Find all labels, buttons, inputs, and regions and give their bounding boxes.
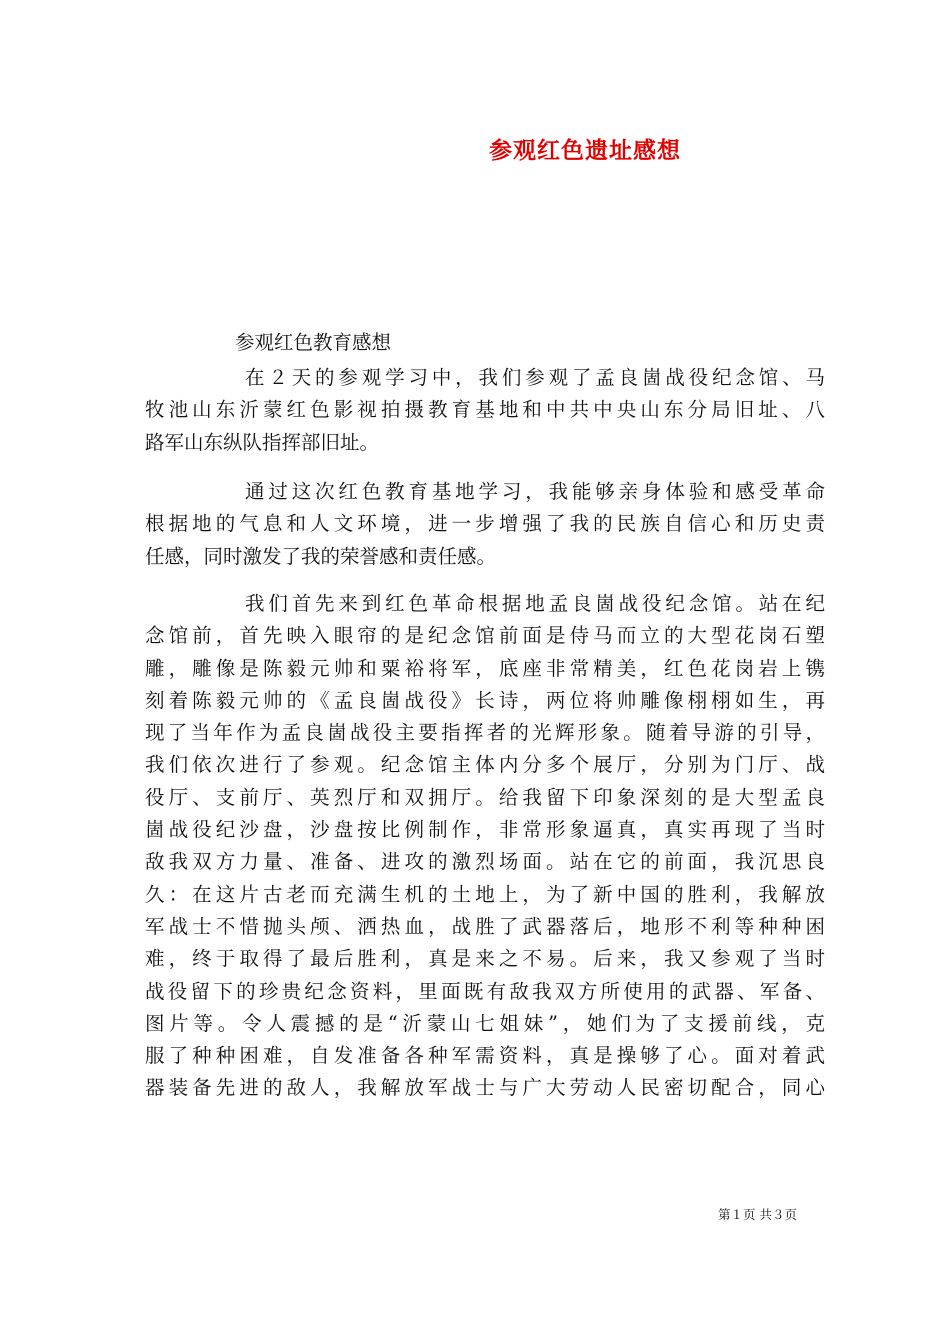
paragraph-line: 任感，同时激发了我的荣誉感和责任感。 [145,544,497,568]
paragraph-line: 现了当年作为孟良崮战役主要指挥者的光辉形象。随着导游的引导， [145,721,825,745]
paragraph-line: 刻着陈毅元帅的《孟良崮战役》长诗，两位将帅雕像栩栩如生，再 [145,688,825,712]
paragraph-2 [145,476,825,573]
paragraph-line: 根据地的气息和人文环境，进一步增强了我的民族自信心和历史责 [145,512,825,536]
paragraph-line: 战役留下的珍贵纪念资料，里面既有敌我双方所使用的武器、军备、 [145,979,825,1003]
paragraph-line: 难，终于取得了最后胜利，真是来之不易。后来，我又参观了当时 [145,947,825,971]
paragraph-line: 牧池山东沂蒙红色影视拍摄教育基地和中共中央山东分局旧址、八 [145,398,825,422]
paragraph-line: 军战士不惜抛头颅、洒热血，战胜了武器落后，地形不利等种种困 [145,914,825,938]
paragraph-line: 敌我双方力量、准备、进攻的激烈场面。站在它的前面，我沉思良 [145,850,825,874]
paragraph-line: 崮战役纪沙盘，沙盘按比例制作，非常形象逼真，真实再现了当时 [145,818,825,842]
page-number-footer: 第１页 共３页 [718,1207,797,1222]
paragraph-line: 在２天的参观学习中，我们参观了孟良崮战役纪念馆、马 [245,366,825,389]
paragraph-line: 通过这次红色教育基地学习，我能够亲身体验和感受革命 [245,480,825,503]
document-title: 参观红色遗址感想 [489,137,681,164]
paragraph-line: 服了种种困难，自发准备各种军需资料，真是操够了心。面对着武 [145,1044,825,1068]
paragraph-line: 我们依次进行了参观。纪念馆主体内分多个展厅，分别为门厅、战 [145,753,825,777]
paragraph-line: 雕，雕像是陈毅元帅和粟裕将军，底座非常精美，红色花岗岩上镌 [145,656,825,680]
paragraph-line: 路军山东纵队指挥部旧址。 [145,430,380,454]
paragraph-line: 图片等。令人震撼的是“沂蒙山七姐妹”，她们为了支援前线，克 [145,1011,825,1035]
paragraph-line: 役厅、支前厅、英烈厅和双拥厅。给我留下印象深刻的是大型孟良 [145,785,825,809]
paragraph-line: 念馆前，首先映入眼帘的是纪念馆前面是侍马而立的大型花岗石塑 [145,624,825,648]
paragraph-3 [145,588,825,1105]
document-subtitle: 参观红色教育感想 [235,331,392,354]
paragraph-line: 我们首先来到红色革命根据地孟良崮战役纪念馆。站在纪 [245,592,825,615]
paragraph-line: 器装备先进的敌人，我解放军战士与广大劳动人民密切配合，同心 [145,1076,825,1100]
paragraph-line: 久：在这片古老而充满生机的土地上，为了新中国的胜利，我解放 [145,882,825,906]
paragraph-1 [145,362,825,459]
